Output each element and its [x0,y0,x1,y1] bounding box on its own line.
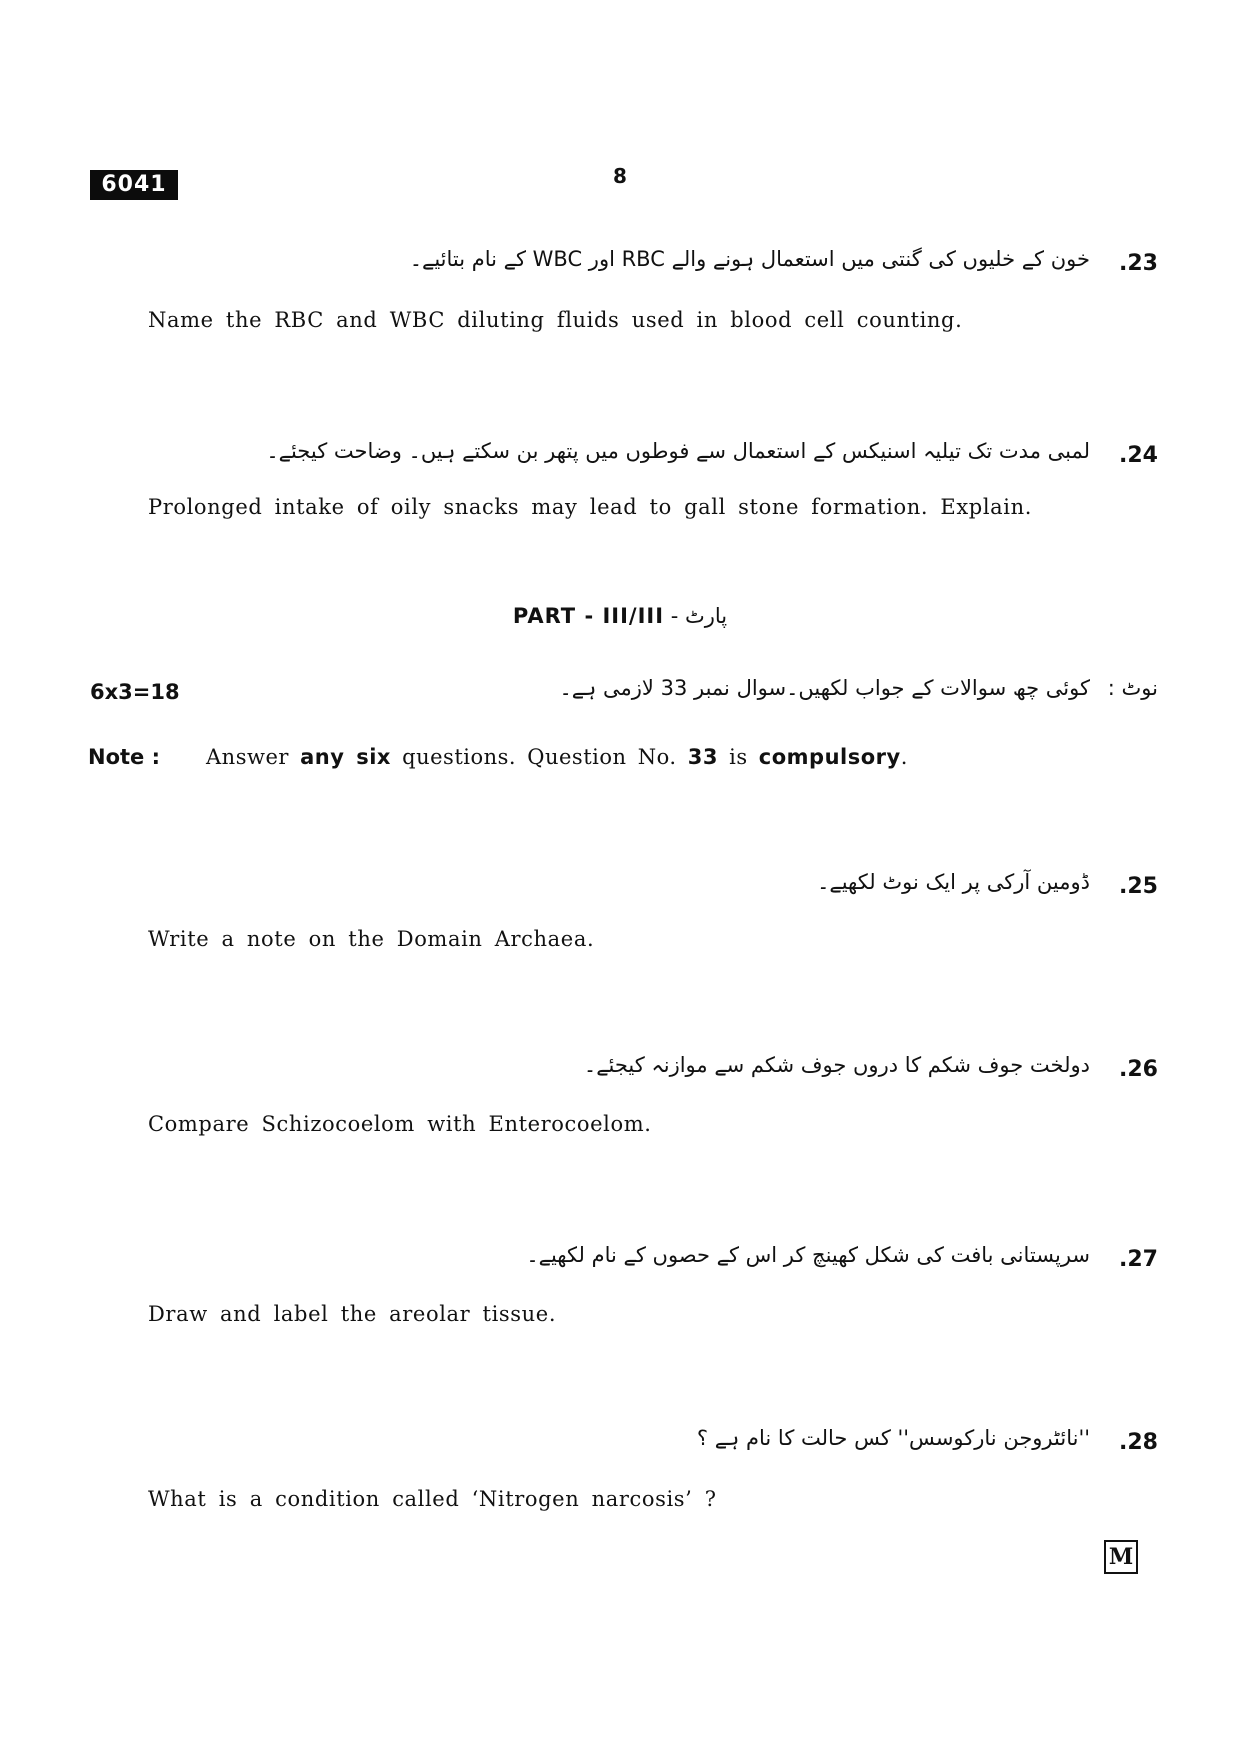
note-urdu-row [0,676,1240,716]
question-28-urdu-row [0,1424,1240,1464]
question-text-urdu: ڈومین آرکی پر ایک نوٹ لکھیے۔ [817,870,1090,894]
note-text-part: . [900,745,908,769]
question-23-urdu-row [0,245,1240,285]
question-26-english: Compare Schizocoelom with Enterocoelom. [148,1112,652,1136]
note-text-bold: any six [300,745,391,769]
medium-mark-box: M [1104,1540,1138,1574]
question-number: .23 [1119,251,1158,276]
question-27-urdu-row [0,1241,1240,1281]
part-heading-label: PART - III/III [512,604,665,628]
note-text-bold: compulsory [758,745,901,769]
question-26-urdu-row [0,1051,1240,1091]
page-number: 8 [613,164,627,188]
note-label: Note : [88,745,160,769]
question-23-english: Name the RBC and WBC diluting fluids used in blood cell counting. [148,308,963,332]
question-text-urdu: سرپستانی بافت کی شکل کھینچ کر اس کے حصوں کے نام لکھیے۔ [526,1243,1090,1267]
question-25-urdu-row [0,868,1240,908]
marks-allocation: 6x3=18 [90,680,180,704]
question-24-english: Prolonged intake of oily snacks may lead to gall stone formation. Explain. [148,495,1032,519]
question-number: .25 [1119,874,1158,899]
part-heading-urdu: - پارٹ [670,604,728,628]
paper-code-badge: 6041 [90,170,178,200]
question-25-english: Write a note on the Domain Archaea. [148,927,595,951]
question-28-english: What is a condition called ‘Nitrogen narcosis’ ? [148,1487,717,1511]
note-text-part: questions. Question No. [390,745,688,769]
question-number: .28 [1119,1430,1158,1455]
question-text-urdu: لمبی مدت تک تیلیہ اسنیکس کے استعمال سے فوطوں میں پتھر بن سکتے ہیں۔ وضاحت کیجئے۔ [266,439,1090,463]
question-text-urdu: دولخت جوف شکم کا دروں جوف شکم سے موازنہ کیجئے۔ [583,1053,1090,1077]
question-number: .24 [1119,443,1158,468]
note-text-part: is [717,745,759,769]
question-text-urdu: خون کے خلیوں کی گنتی میں استعمال ہونے والے RBC اور WBC کے نام بتائیے۔ [409,247,1090,271]
question-number: .26 [1119,1057,1158,1082]
question-text-urdu: ''نائٹروجن نارکوسس'' کس حالت کا نام ہے ؟ [696,1426,1090,1450]
question-number: .27 [1119,1247,1158,1272]
part-heading [0,604,1240,628]
question-24-urdu-row [0,437,1240,477]
question-27-english: Draw and label the areolar tissue. [148,1302,557,1326]
note-urdu-text: کوئی چھ سوالات کے جواب لکھیں۔سوال نمبر 33 لازمی ہے۔ [559,676,1090,700]
note-text-part: Answer [206,745,301,769]
note-text-bold: 33 [687,745,718,769]
note-urdu-label: نوٹ : [1107,676,1158,700]
note-text [206,745,908,769]
